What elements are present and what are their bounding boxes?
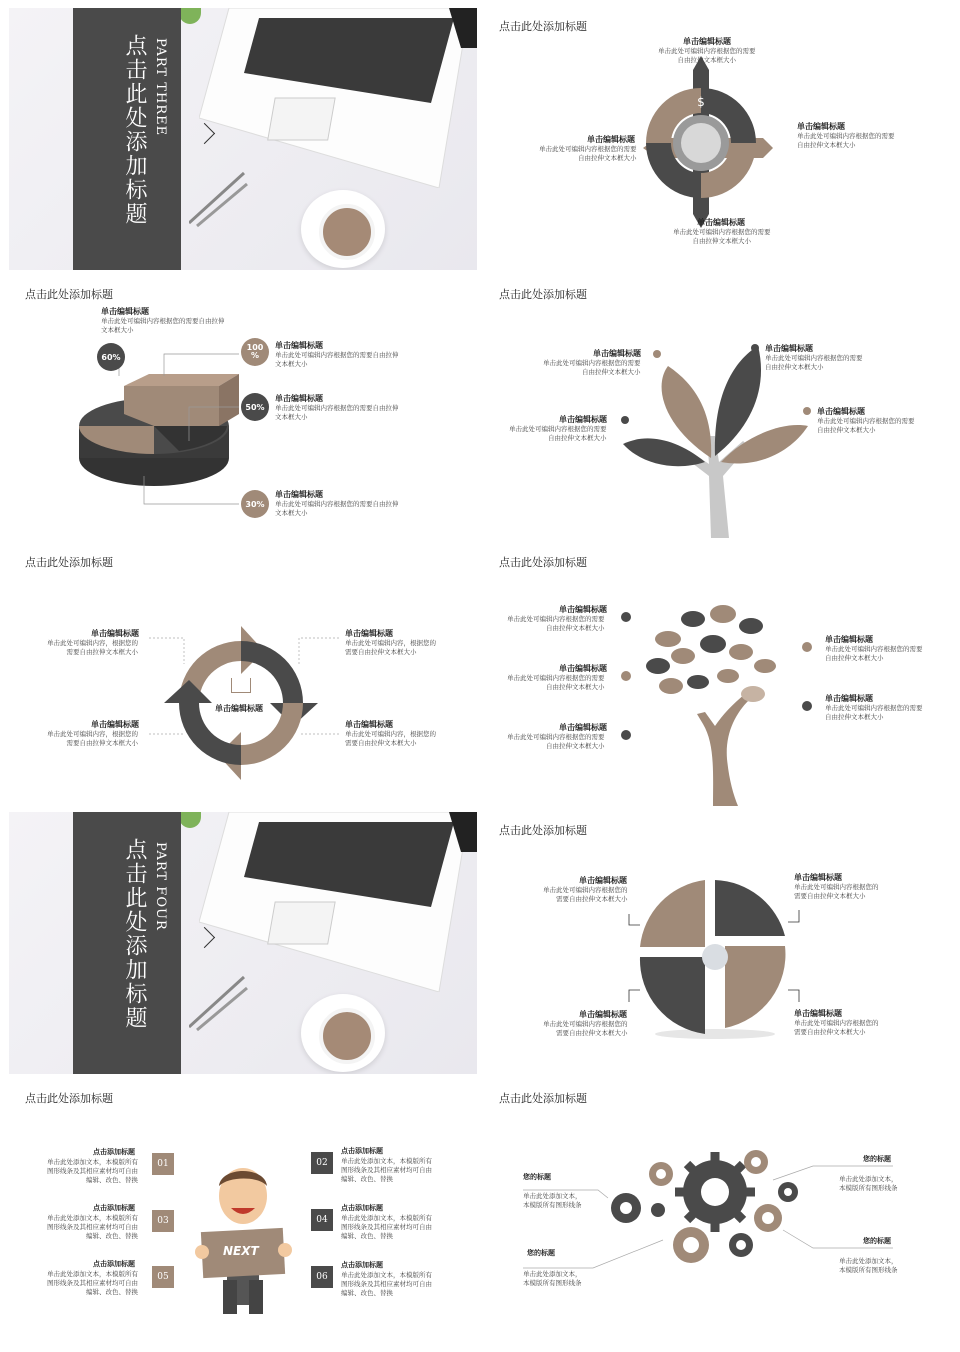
cover-title: 点击此处添加标题: [122, 34, 147, 226]
quad-br-desc: 单击此处可编辑内容根据您的 需要自由拉伸文本框大小: [794, 1019, 879, 1036]
badge-30: 30%: [241, 490, 269, 518]
cover-title: 点击此处添加标题: [122, 838, 147, 1030]
gear-bl-title: 您的标题: [527, 1249, 555, 1257]
slide-title: 点击此处添加标题: [499, 824, 587, 837]
slide-title: 点击此处添加标题: [499, 1092, 587, 1105]
item4-desc: 单击此处添加文本，本模版所有 图形线条及其相应素材均可自由 编辑、改色、替换: [341, 1214, 432, 1240]
tree-l2-heading: 单击编辑标题: [559, 664, 607, 673]
slide-title: 点击此处添加标题: [25, 1092, 113, 1105]
cycle-tl-heading: 单击编辑标题: [91, 629, 139, 638]
compass-top-desc: 单击此处可编辑内容根据您的需要 自由拉伸文本框大小: [658, 47, 756, 64]
cycle-tr-heading: 单击编辑标题: [345, 629, 393, 638]
number-04: 04: [311, 1209, 333, 1231]
pie-item1-desc: 单击此处可编辑内容根据您的需要自由拉伸 文本框大小: [275, 351, 399, 368]
compass-slide: [483, 8, 951, 270]
cycle-diagram: [9, 544, 477, 806]
item3-title: 点击添加标题: [93, 1204, 135, 1212]
leaf1-heading: 单击编辑标题: [593, 349, 641, 358]
part-label: PART THREE: [153, 38, 168, 137]
compass-left-desc: 单击此处可编辑内容根据您的需要 自由拉伸文本框大小: [539, 145, 637, 162]
tree-r1-desc: 单击此处可编辑内容根据您的需要 自由拉伸文本框大小: [825, 645, 923, 662]
item2-desc: 单击此处添加文本，本模版所有 图形线条及其相应素材均可自由 编辑、改色、替换: [341, 1157, 432, 1183]
quad-tl-desc: 单击此处可编辑内容根据您的 需要自由拉伸文本框大小: [543, 886, 628, 903]
quad-bl-desc: 单击此处可编辑内容根据您的 需要自由拉伸文本框大小: [543, 1020, 628, 1037]
slide-title: 点击此处添加标题: [25, 556, 113, 569]
gear-bl-desc: 单击此处添加文本， 本模版所有图形线条: [523, 1270, 582, 1287]
tree-r1-heading: 单击编辑标题: [825, 635, 873, 644]
tree-l3-desc: 单击此处可编辑内容根据您的需要 自由拉伸文本框大小: [507, 733, 605, 750]
part-label: PART FOUR: [153, 842, 168, 931]
compass-left-heading: 单击编辑标题: [587, 135, 635, 144]
cycle-br-desc: 单击此处可编辑内容，根据您的 需要自由拉伸文本框大小: [345, 730, 436, 747]
compass-top-heading: 单击编辑标题: [683, 37, 731, 46]
next-sign-label: NEXT: [223, 1244, 259, 1258]
compass-bottom-desc: 单击此处可编辑内容根据您的需要 自由拉伸文本框大小: [673, 228, 771, 245]
item6-desc: 单击此处添加文本，本模版所有 图形线条及其相应素材均可自由 编辑、改色、替换: [341, 1271, 432, 1297]
number-05: 05: [152, 1266, 174, 1288]
compass-right-heading: 单击编辑标题: [797, 122, 845, 131]
badge-100: 100 %: [241, 338, 269, 366]
gears-slide: [483, 1080, 951, 1342]
pie-item2-desc: 单击此处可编辑内容根据您的需要自由拉伸 文本框大小: [275, 404, 399, 421]
leaf4-desc: 单击此处可编辑内容根据您的需要 自由拉伸文本框大小: [509, 425, 607, 442]
quad-br-heading: 单击编辑标题: [794, 1009, 842, 1018]
quad-tl-heading: 单击编辑标题: [579, 876, 627, 885]
leaf2-heading: 单击编辑标题: [765, 344, 813, 353]
tree-r2-desc: 单击此处可编辑内容根据您的需要 自由拉伸文本框大小: [825, 704, 923, 721]
tree-l3-heading: 单击编辑标题: [559, 723, 607, 732]
pencils: [189, 972, 249, 1032]
cycle-br-heading: 单击编辑标题: [345, 720, 393, 729]
leaf3-desc: 单击此处可编辑内容根据您的需要 自由拉伸文本框大小: [817, 417, 915, 434]
item4-title: 点击添加标题: [341, 1204, 383, 1212]
pie3d-slide: [9, 276, 477, 538]
badge-50: 50%: [241, 393, 269, 421]
hand-leaves-diagram: [483, 276, 951, 538]
item5-title: 点击添加标题: [93, 1260, 135, 1268]
pie-item1-heading: 单击编辑标题: [275, 341, 323, 350]
gear-br-desc: 单击此处添加文本， 本模版所有图形线条: [839, 1257, 898, 1274]
laptop-image: [199, 8, 477, 188]
item3-desc: 单击此处添加文本，本模版所有 图形线条及其相应素材均可自由 编辑、改色、替换: [47, 1214, 138, 1240]
cycle-slide: [9, 544, 477, 806]
leaf4-heading: 单击编辑标题: [559, 415, 607, 424]
leaf1-desc: 单击此处可编辑内容根据您的需要 自由拉伸文本框大小: [543, 359, 641, 376]
compass-right-desc: 单击此处可编辑内容根据您的需要 自由拉伸文本框大小: [797, 132, 895, 149]
quad-tr-desc: 单击此处可编辑内容根据您的 需要自由拉伸文本框大小: [794, 883, 879, 900]
leaves-slide: [483, 276, 951, 538]
gear-tr-desc: 单击此处添加文本， 本模版所有图形线条: [839, 1175, 898, 1192]
cycle-bl-desc: 单击此处可编辑内容，根据您的 需要自由拉伸文本框大小: [47, 730, 138, 747]
tree-slide: [483, 544, 951, 806]
pie-item2-heading: 单击编辑标题: [275, 394, 323, 403]
pie-item3-desc: 单击此处可编辑内容根据您的需要自由拉伸 文本框大小: [275, 500, 399, 517]
leaf-decoration: [179, 812, 201, 828]
cycle-tr-desc: 单击此处可编辑内容，根据您的 需要自由拉伸文本框大小: [345, 639, 436, 656]
item6-title: 点击添加标题: [341, 1261, 383, 1269]
leaf3-heading: 单击编辑标题: [817, 407, 865, 416]
cycle-tl-desc: 单击此处可编辑内容，根据您的 需要自由拉伸文本框大小: [47, 639, 138, 656]
number-01: 01: [152, 1153, 174, 1175]
slide-title: 点击此处添加标题: [25, 288, 113, 301]
item5-desc: 单击此处添加文本，本模版所有 图形线条及其相应素材均可自由 编辑、改色、替换: [47, 1270, 138, 1296]
quadrant-slide: [483, 812, 951, 1074]
cycle-bl-heading: 单击编辑标题: [91, 720, 139, 729]
coffee-cup: [301, 190, 385, 268]
gears-diagram: [483, 1080, 951, 1342]
number-06: 06: [311, 1266, 333, 1288]
compass-bottom-heading: 单击编辑标题: [697, 218, 745, 227]
character-illustration: [9, 1080, 477, 1342]
pie-item3-heading: 单击编辑标题: [275, 490, 323, 499]
tree-l2-desc: 单击此处可编辑内容根据您的需要 自由拉伸文本框大小: [507, 674, 605, 691]
leaf2-desc: 单击此处可编辑内容根据您的需要 自由拉伸文本框大小: [765, 354, 863, 371]
leaf-decoration: [179, 8, 201, 24]
coffee-cup: [301, 994, 385, 1072]
slide-title: 点击此处添加标题: [499, 20, 587, 33]
item2-title: 点击添加标题: [341, 1147, 383, 1155]
gear-tl-title: 您的标题: [523, 1173, 551, 1181]
slide-title: 点击此处添加标题: [499, 288, 587, 301]
gear-tr-title: 您的标题: [863, 1155, 891, 1163]
cover-slide-part-four: [9, 812, 477, 1074]
cover-slide-part-three: [9, 8, 477, 270]
number-02: 02: [311, 1152, 333, 1174]
quad-tr-heading: 单击编辑标题: [794, 873, 842, 882]
pencils: [189, 168, 249, 228]
badge-60: 60%: [97, 343, 125, 371]
slide-title: 点击此处添加标题: [499, 556, 587, 569]
cart-icon: [231, 678, 251, 693]
item1-desc: 单击此处添加文本，本模版所有 图形线条及其相应素材均可自由 编辑、改色、替换: [47, 1158, 138, 1184]
pie-top-heading: 单击编辑标题: [101, 307, 149, 316]
next-slide: [9, 1080, 477, 1342]
quad-bl-heading: 单击编辑标题: [579, 1010, 627, 1019]
tree-r2-heading: 单击编辑标题: [825, 694, 873, 703]
gear-br-title: 您的标题: [863, 1237, 891, 1245]
pie-top-desc: 单击此处可编辑内容根据您的需要自由拉伸 文本框大小: [101, 317, 225, 334]
svg-text:$: $: [697, 95, 705, 109]
item1-title: 点击添加标题: [93, 1148, 135, 1156]
tree-l1-heading: 单击编辑标题: [559, 605, 607, 614]
cycle-center-label: 单击编辑标题: [215, 704, 263, 713]
tree-l1-desc: 单击此处可编辑内容根据您的需要 自由拉伸文本框大小: [507, 615, 605, 632]
gear-tl-desc: 单击此处添加文本， 本模版所有图形线条: [523, 1192, 582, 1209]
number-03: 03: [152, 1210, 174, 1232]
laptop-image: [199, 812, 477, 992]
